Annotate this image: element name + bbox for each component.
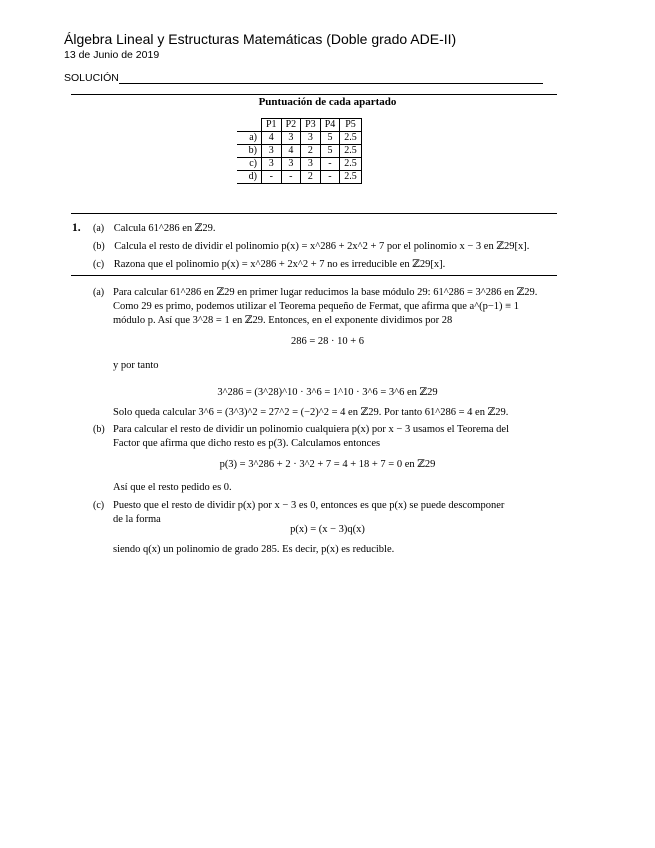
column-header: P5: [340, 119, 362, 132]
problem-rule: [71, 275, 557, 276]
solution-b-line: Factor que afirma que dicho resto es p(3). Calculamos entonces: [113, 438, 381, 449]
table-cell: 3: [262, 158, 282, 171]
table-cell: 3: [281, 132, 301, 145]
table-cell: 5: [320, 132, 340, 145]
question-c: [93, 258, 445, 272]
table-cell: 4: [281, 145, 301, 158]
solution-label: SOLUCIÓN: [64, 72, 119, 84]
score-table: [237, 118, 362, 184]
column-header: P1: [262, 119, 282, 132]
solution-a-line: Solo queda calcular 3^6 = (3^3)^2 = 27^2 = (−2)^2 = 4 en ℤ29. Por tanto 61^286 = 4 en ℤ29.: [113, 407, 509, 418]
solution-c-line: siendo q(x) un polinomio de grado 285. Es decir, p(x) es reducible.: [113, 544, 395, 555]
solution-a-line: Como 29 es primo, podemos utilizar el Teorema pequeño de Fermat, que afirma que a^(p−1) ≡ 1: [113, 301, 519, 312]
question-text: Calcula el resto de dividir el polinomio p(x) = x^286 + 2x^2 + 7 por el polinomio x − 3 en ℤ29[x].: [114, 241, 530, 252]
table-cell: 3: [281, 158, 301, 171]
problem-number: 1.: [72, 222, 81, 234]
solution-b-line: Para calcular el resto de dividir un polinomio cualquiera p(x) por x − 3 usamos el Teorema del: [113, 424, 509, 435]
row-label: c): [237, 158, 262, 171]
table-row: [237, 132, 361, 145]
question-a: [93, 222, 216, 236]
score-table-header: [237, 119, 361, 132]
table-row: [237, 171, 361, 184]
question-text: Calcula 61^286 en ℤ29.: [113, 223, 216, 234]
row-label: a): [237, 132, 262, 145]
solution-c-line: Puesto que el resto de dividir p(x) por x − 3 es 0, entonces es que p(x) se puede descomponer: [113, 500, 505, 511]
question-label: (a): [93, 223, 105, 234]
question-text: Razona que el polinomio p(x) = x^286 + 2x^2 + 7 no es irreducible en ℤ29[x].: [113, 259, 446, 270]
table-cell: 3: [301, 158, 321, 171]
table-cell: -: [281, 171, 301, 184]
table-cell: 2.5: [340, 132, 362, 145]
solution-a-label: (a): [93, 287, 105, 298]
table-row: [237, 145, 361, 158]
table-cell: -: [262, 171, 282, 184]
table-bottom-rule: [71, 213, 557, 214]
solution-a-line: y por tanto: [113, 360, 159, 371]
row-label: b): [237, 145, 262, 158]
table-cell: 2: [301, 145, 321, 158]
question-b: [93, 240, 529, 254]
equation: 3^286 = (3^28)^10 · 3^6 = 1^10 · 3^6 = 3^6 en ℤ29: [217, 387, 438, 398]
table-cell: 5: [320, 145, 340, 158]
table-cell: 2.5: [340, 158, 362, 171]
document-title: Álgebra Lineal y Estructuras Matemáticas (Doble grado ADE-II): [64, 31, 457, 47]
table-row: [237, 158, 361, 171]
column-header: P3: [301, 119, 321, 132]
table-cell: 4: [262, 132, 282, 145]
solution-c-label: (c): [93, 500, 105, 511]
equation: p(x) = (x − 3)q(x): [290, 524, 365, 535]
top-rule: [71, 94, 557, 95]
equation: 286 = 28 · 10 + 6: [290, 336, 365, 347]
column-header: P2: [281, 119, 301, 132]
column-header: P4: [320, 119, 340, 132]
table-cell: -: [320, 171, 340, 184]
table-cell: 3: [262, 145, 282, 158]
table-cell: 2.5: [340, 145, 362, 158]
score-table-title: Puntuación de cada apartado: [258, 96, 397, 108]
solution-name-line: [119, 83, 543, 84]
solution-b-line: Así que el resto pedido es 0.: [113, 482, 232, 493]
solution-b-label: (b): [93, 424, 105, 435]
table-cell: -: [320, 158, 340, 171]
row-label: d): [237, 171, 262, 184]
table-cell: 2.5: [340, 171, 362, 184]
table-cell: 2: [301, 171, 321, 184]
table-cell: 3: [301, 132, 321, 145]
equation: p(3) = 3^286 + 2 · 3^2 + 7 = 4 + 18 + 7 = 0 en ℤ29: [219, 459, 436, 470]
solution-a-line: Para calcular 61^286 en ℤ29 en primer lugar reducimos la base módulo 29: 61^286 = 3^286 en ℤ29.: [113, 287, 538, 298]
question-label: (b): [93, 241, 105, 252]
exam-date: 13 de Junio de 2019: [64, 49, 160, 61]
question-label: (c): [93, 259, 105, 270]
solution-c-line: de la forma: [113, 514, 161, 525]
solution-a-line: módulo p. Así que 3^28 = 1 en ℤ29. Entonces, en el exponente dividimos por 28: [113, 315, 453, 326]
